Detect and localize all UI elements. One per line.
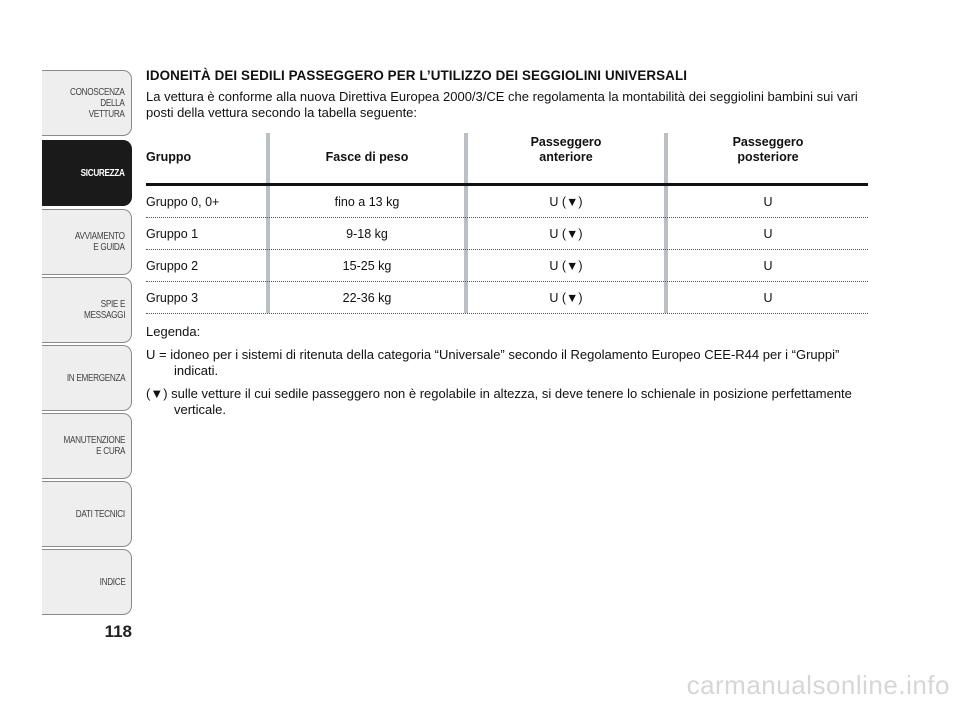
seat-suitability-table [146, 133, 868, 314]
legend [146, 324, 870, 418]
cell-posteriore: U [763, 227, 773, 241]
cell-posteriore: U [763, 195, 773, 209]
header-passeggero-anteriore: Passeggero anteriore [530, 135, 602, 164]
cell-anteriore: U (▼) [549, 195, 583, 209]
section-title: IDONEITÀ DEI SEDILI PASSEGGERO PER L’UTILIZZO DEI SEGGIOLINI UNIVERSALI [146, 68, 688, 83]
tab-label: CONOSCENZA DELLA VETTURA [70, 86, 125, 120]
intro-paragraph: La vettura è conforme alla nuova Direttiva Europea 2000/3/CE che regolamenta la montabilità dei seggiolini bambini sui vari posti della vettura secondo la tabella seguente: [146, 89, 858, 120]
cell-gruppo: Gruppo 2 [146, 259, 199, 273]
tab-indice[interactable] [42, 549, 132, 615]
tab-dati-tecnici[interactable] [42, 481, 132, 547]
cell-anteriore: U (▼) [549, 227, 583, 241]
tab-in-emergenza[interactable] [42, 345, 132, 411]
legend-heading: Legenda: [146, 324, 201, 339]
tab-sicurezza[interactable] [42, 140, 132, 206]
cell-gruppo: Gruppo 1 [146, 227, 199, 241]
cell-anteriore: U (▼) [549, 259, 583, 273]
cell-peso: fino a 13 kg [334, 195, 400, 209]
tab-conoscenza-della-vettura[interactable] [42, 70, 132, 136]
table-row [146, 282, 868, 314]
table-row [146, 218, 868, 250]
tab-manutenzione-e-cura[interactable] [42, 413, 132, 479]
cell-posteriore: U [763, 291, 773, 305]
legend-u: U = idoneo per i sistemi di ritenuta della categoria “Universale” secondo il Regolamento Europeo CEE-R44 per i “Gruppi” indicati. [146, 347, 840, 378]
legend-triangle: (▼) sulle vetture il cui sedile passeggero non è regolabile in altezza, si deve tenere lo schienale in posizione perfettamente verticale. [146, 386, 852, 417]
table-row [146, 186, 868, 218]
tab-spie-e-messaggi[interactable] [42, 277, 132, 343]
watermark: carmanualsonline.info [686, 670, 950, 700]
cell-peso: 15-25 kg [342, 259, 392, 273]
tab-label: MANUTENZIONE E CURA [63, 435, 125, 457]
header-gruppo: Gruppo [146, 150, 192, 164]
tab-label: SPIE E MESSAGGI [83, 299, 125, 321]
cell-gruppo: Gruppo 0, 0+ [146, 195, 220, 209]
tab-label: INDICE [99, 576, 125, 588]
header-passeggero-posteriore: Passeggero posteriore [732, 135, 804, 164]
tab-label: AVVIAMENTO E GUIDA [75, 231, 125, 253]
header-fasce-di-peso: Fasce di peso [325, 150, 409, 164]
cell-posteriore: U [763, 259, 773, 273]
cell-peso: 22-36 kg [342, 291, 392, 305]
tab-label: IN EMERGENZA [66, 372, 125, 384]
page-number: 118 [104, 622, 132, 641]
cell-peso: 9-18 kg [346, 227, 388, 241]
cell-anteriore: U (▼) [549, 291, 583, 305]
tab-label: SICUREZZA [81, 167, 125, 179]
main-content [146, 68, 870, 425]
table-row [146, 250, 868, 282]
cell-gruppo: Gruppo 3 [146, 291, 199, 305]
table-header [146, 133, 868, 186]
tab-label: DATI TECNICI [75, 508, 125, 520]
tab-avviamento-e-guida[interactable] [42, 209, 132, 275]
